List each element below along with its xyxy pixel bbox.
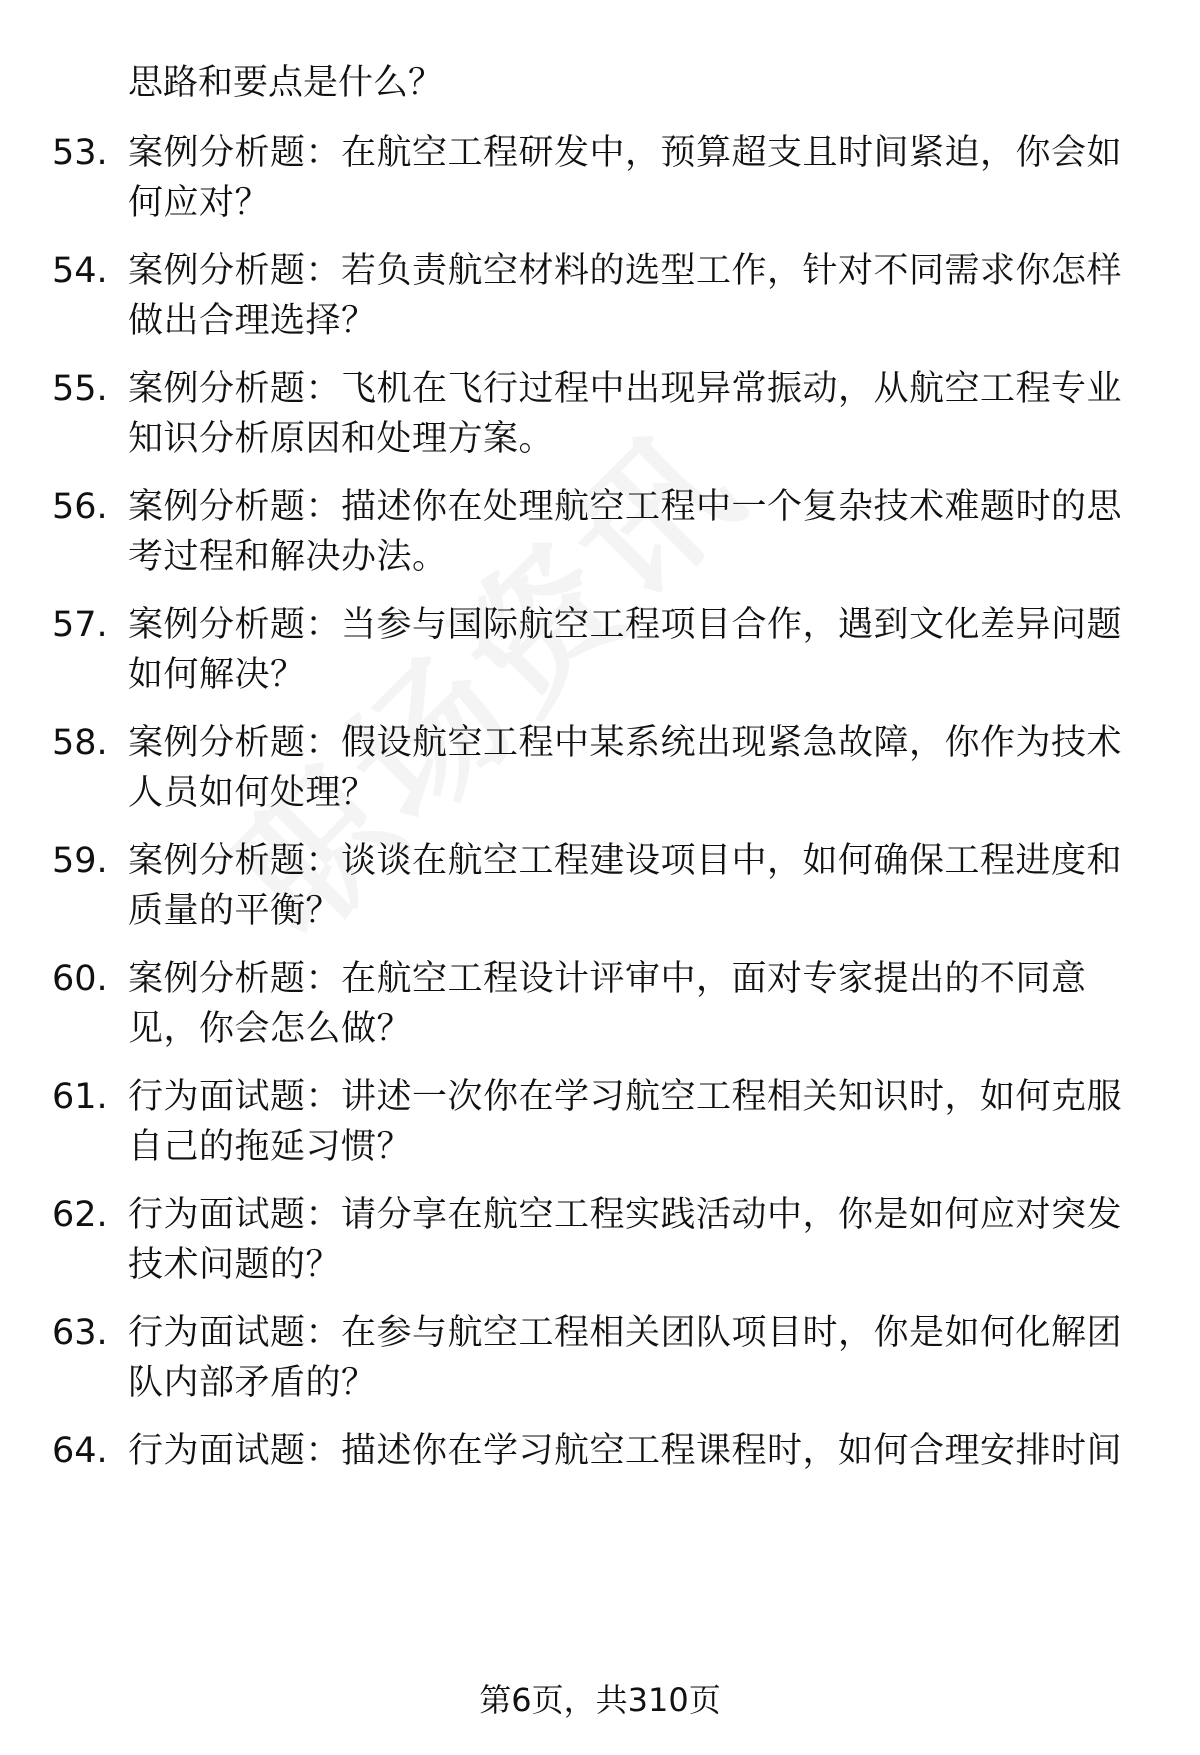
question-number: 57. <box>52 605 108 645</box>
question-text: 案例分析题：谈谈在航空工程建设项目中，如何确保工程进度和质量的平衡？ <box>128 841 1123 931</box>
question-text: 行为面试题：讲述一次你在学习航空工程相关知识时，如何克服自己的拖延习惯？ <box>128 1077 1123 1167</box>
page-number-footer: 第6页，共310页 <box>479 1681 721 1719</box>
question-number: 58. <box>52 723 108 763</box>
question-item <box>0 836 1200 946</box>
question-item <box>0 600 1200 710</box>
question-item <box>0 718 1200 828</box>
question-text: 行为面试题：在参与航空工程相关团队项目时，你是如何化解团队内部矛盾的？ <box>128 1313 1123 1403</box>
question-number: 54. <box>52 251 108 291</box>
continued-question-text: 思路和要点是什么？ <box>128 63 444 103</box>
question-text: 案例分析题：飞机在飞行过程中出现异常振动，从航空工程专业知识分析原因和处理方案。 <box>128 369 1123 459</box>
question-text: 案例分析题：假设航空工程中某系统出现紧急故障，你作为技术人员如何处理？ <box>128 723 1123 813</box>
question-text: 案例分析题：描述你在处理航空工程中一个复杂技术难题时的思考过程和解决办法。 <box>128 487 1123 577</box>
question-number: 56. <box>52 487 108 527</box>
question-item <box>0 246 1200 356</box>
question-text: 案例分析题：当参与国际航空工程项目合作，遇到文化差异问题如何解决？ <box>128 605 1123 695</box>
question-number: 60. <box>52 959 108 999</box>
question-number: 64. <box>52 1431 108 1471</box>
question-text: 案例分析题：若负责航空材料的选型工作，针对不同需求你怎样做出合理选择？ <box>128 251 1123 341</box>
question-number: 55. <box>52 369 108 409</box>
question-number: 53. <box>52 133 108 173</box>
question-item <box>0 1308 1200 1418</box>
question-item <box>0 954 1200 1064</box>
question-item <box>0 128 1200 238</box>
question-text: 行为面试题：描述你在学习航空工程课程时，如何合理安排时间 <box>128 1431 1123 1471</box>
question-text: 案例分析题：在航空工程设计评审中，面对专家提出的不同意见，你会怎么做？ <box>128 959 1087 1049</box>
question-item <box>0 1190 1200 1300</box>
question-text: 行为面试题：请分享在航空工程实践活动中，你是如何应对突发技术问题的？ <box>128 1195 1123 1285</box>
question-number: 61. <box>52 1077 108 1117</box>
question-number: 62. <box>52 1195 108 1235</box>
question-item <box>0 364 1200 474</box>
question-number: 59. <box>52 841 108 881</box>
question-number: 63. <box>52 1313 108 1353</box>
question-item <box>0 1072 1200 1182</box>
question-item <box>0 482 1200 592</box>
question-text: 案例分析题：在航空工程研发中，预算超支且时间紧迫，你会如何应对？ <box>128 133 1123 223</box>
question-item <box>0 1426 1200 1536</box>
